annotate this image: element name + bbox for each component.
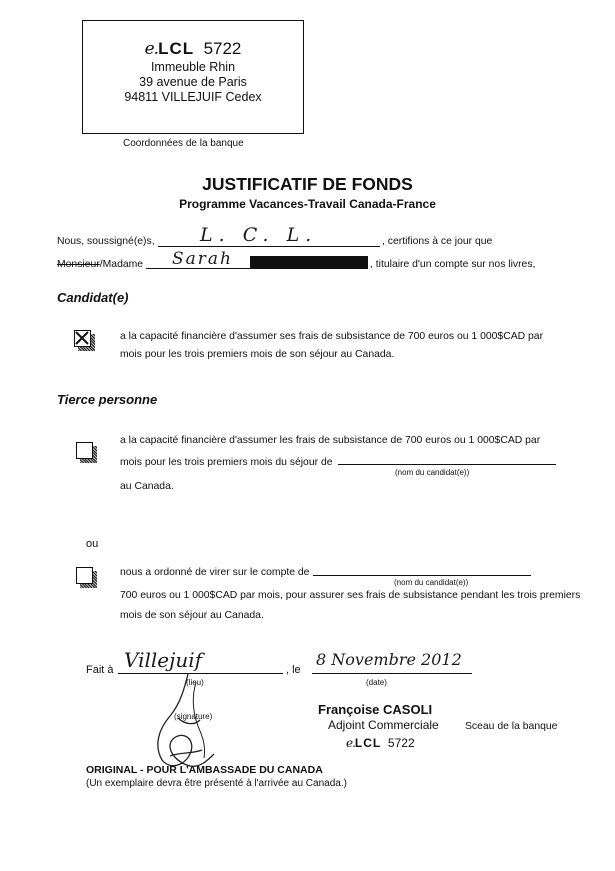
redaction-bar bbox=[250, 256, 368, 268]
date-caption: (date) bbox=[366, 678, 387, 687]
bank-logo-prefix: e. bbox=[144, 39, 159, 59]
intro-line2-suffix: , titulaire d'un compte sur nos livres, bbox=[370, 259, 536, 270]
stamp-number: 5722 bbox=[387, 736, 415, 750]
place-caption: (lieu) bbox=[186, 678, 204, 687]
tierce-option2-caption: (nom du candidat(e)) bbox=[394, 578, 469, 587]
tierce-option2-line1: nous a ordonné de virer sur le compte de bbox=[120, 567, 310, 578]
tierce-option1-line1: a la capacité financière d'assumer les frais de subsistance de 700 euros ou 1 000$CAD par bbox=[120, 435, 541, 446]
date-handwritten: 8 Novembre 2012 bbox=[316, 650, 462, 669]
bank-stamp bbox=[346, 736, 415, 750]
bank-name-handwritten: L. C. L. bbox=[200, 224, 318, 246]
candidat-text-line2: mois pour les trois premiers mois de son séjour au Canada. bbox=[120, 349, 395, 360]
tierce-option2-checkbox[interactable] bbox=[76, 567, 93, 584]
seal-caption: Sceau de la banque bbox=[465, 721, 558, 732]
stamp-logo-prefix: e. bbox=[346, 736, 355, 750]
intro-line2-prefix bbox=[57, 258, 143, 271]
bank-caption: Coordonnées de la banque bbox=[123, 138, 244, 149]
bank-name-field-line bbox=[158, 246, 380, 247]
footer-original-label: ORIGINAL - POUR L'AMBASSADE DU CANADA bbox=[86, 764, 323, 776]
place-handwritten: Villejuif bbox=[124, 648, 202, 672]
signatory-title: Adjoint Commerciale bbox=[328, 718, 439, 732]
tierce-option1-line3: au Canada. bbox=[120, 481, 174, 492]
stamp-logo-name: LCL bbox=[354, 736, 382, 750]
bank-agency-number: 5722 bbox=[203, 39, 242, 58]
tierce-option1-name-line bbox=[338, 464, 556, 465]
bank-address-line3: 94811 VILLEJUIF Cedex bbox=[124, 90, 262, 104]
holder-name-handwritten: Sarah bbox=[172, 249, 233, 269]
candidat-text-line1: a la capacité financière d'assumer ses frais de subsistance de 700 euros ou 1 000$CAD par bbox=[120, 331, 544, 342]
tierce-option2-line3: mois de son séjour au Canada. bbox=[120, 610, 264, 621]
fait-label: Fait à bbox=[86, 664, 114, 676]
bank-address-box bbox=[82, 20, 304, 134]
signature-caption: (signature) bbox=[174, 712, 213, 721]
date-field-line bbox=[312, 673, 472, 674]
tierce-option2-name-line bbox=[313, 575, 531, 576]
bank-address-line2: 39 avenue de Paris bbox=[139, 75, 247, 89]
le-label: , le bbox=[286, 664, 301, 676]
bank-logo-name: LCL bbox=[158, 39, 195, 58]
or-label: ou bbox=[86, 538, 99, 550]
madame-label: /Madame bbox=[99, 259, 144, 270]
tierce-option2-line2: 700 euros ou 1 000$CAD par mois, pour assurer ses frais de subsistance pendant les trois premiers bbox=[120, 590, 581, 601]
footer-note: (Un exemplaire devra être présenté à l'arrivée au Canada.) bbox=[86, 778, 347, 789]
bank-address-line1: Immeuble Rhin bbox=[150, 60, 236, 74]
tierce-option1-caption: (nom du candidat(e)) bbox=[395, 468, 470, 477]
monsieur-struck: Monsieur bbox=[57, 259, 100, 270]
intro-line1-prefix: Nous, soussigné(e)s, bbox=[57, 236, 155, 247]
document-subtitle: Programme Vacances-Travail Canada-France bbox=[179, 197, 436, 211]
tierce-option1-checkbox[interactable] bbox=[76, 442, 93, 459]
bank-logo bbox=[83, 39, 303, 59]
candidat-heading: Candidat(e) bbox=[57, 290, 129, 305]
checkmark-x-icon bbox=[75, 331, 89, 345]
tierce-heading: Tierce personne bbox=[57, 392, 158, 407]
candidat-checkbox[interactable] bbox=[74, 330, 91, 347]
intro-line1-suffix: , certifions à ce jour que bbox=[382, 236, 493, 247]
document-title: JUSTIFICATIF DE FONDS bbox=[202, 174, 413, 194]
tierce-option1-line2: mois pour les trois premiers mois du séjour de bbox=[120, 457, 333, 468]
signatory-name: Françoise CASOLI bbox=[318, 702, 433, 717]
